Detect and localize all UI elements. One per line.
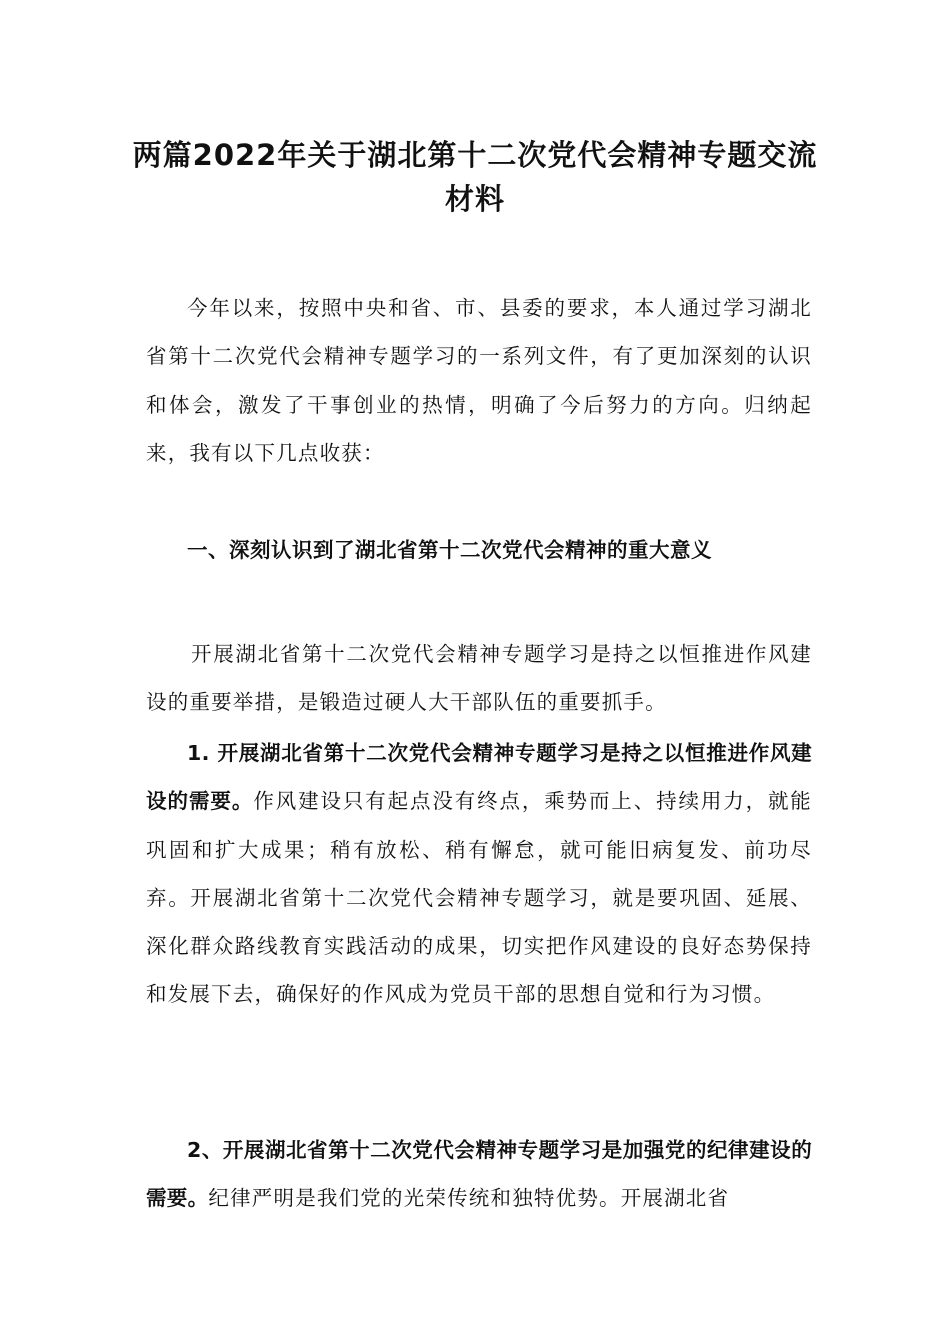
point2-body-text: 纪律严明是我们党的光荣传统和独特优势。开展湖北省 bbox=[208, 1186, 730, 1211]
section1-intro-paragraph: 开展湖北省第十二次党代会精神专题学习是持之以恒推进作风建设的重要举措，是锻造过硬人大干部队伍的重要抓手。 bbox=[146, 642, 812, 715]
point1-body-text: 作风建设只有起点没有终点，乘势而上、持续用力，就能巩固和扩大成果；稍有放松、稍有懈怠，就可能旧病复发、前功尽弃。开展湖北省第十二次党代会精神专题学习，就是要巩固、延展、深化群众路线教育实践活动的成果，切实把作风建设的良好态势保持和发展下去，确保好的作风成为党员干部的思想自觉和行为习惯。 bbox=[146, 789, 813, 1007]
intro-paragraph: 今年以来，按照中央和省、市、县委的要求，本人通过学习湖北省第十二次党代会精神专题学习的一系列文件，有了更加深刻的认识和体会，激发了干事创业的热情，明确了今后努力的方向。归纳起来，我有以下几点收获： bbox=[146, 296, 812, 465]
point1-paragraph bbox=[146, 729, 812, 1019]
document-title-line2: 材料 bbox=[444, 182, 505, 216]
section1-heading: 一、深刻认识到了湖北省第十二次党代会精神的重大意义 bbox=[187, 538, 712, 562]
point2-bold-lead: 2、开展湖北省第十二次党代会精神专题学习是加强党的纪律建设的需要。 bbox=[146, 1138, 812, 1211]
point1-bold-lead: 1. 开展湖北省第十二次党代会精神专题学习是持之以恒推进作风建设的需要。 bbox=[146, 741, 812, 814]
document-title-line1: 两篇2022年关于湖北第十二次党代会精神专题交流 bbox=[132, 138, 818, 172]
point2-paragraph bbox=[146, 1126, 812, 1223]
